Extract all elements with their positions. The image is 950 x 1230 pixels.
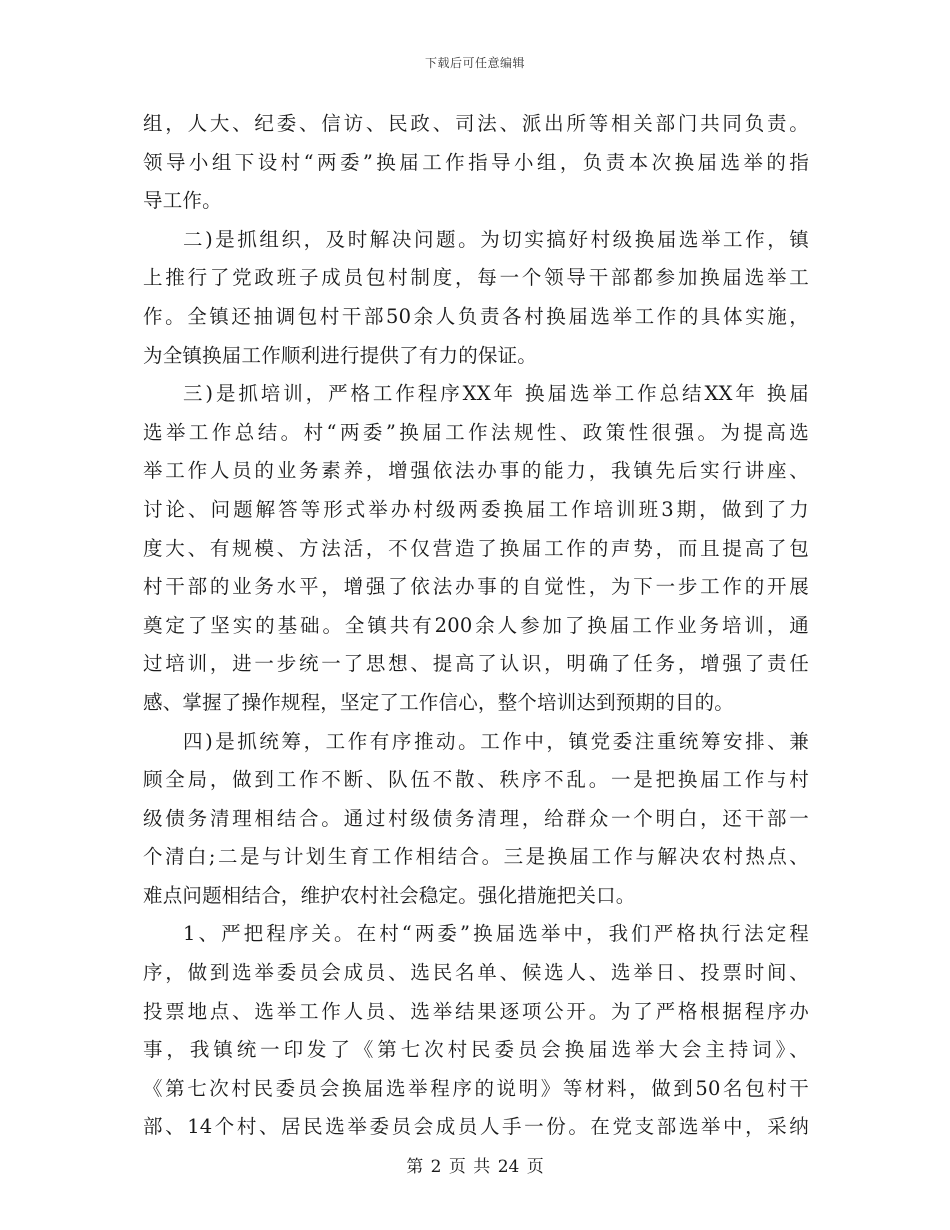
body-line: 部、14个村、居民选举委员会成员人手一份。在党支部选举中，采纳 [143, 1115, 809, 1139]
body-line: 讨论、问题解答等形式举办村级两委换届工作培训班3期，做到了力 [143, 497, 809, 521]
body-line: 顾全局，做到工作不断、队伍不散、秩序不乱。一是把换届工作与村 [143, 768, 809, 792]
body-line: 个清白;二是与计划生育工作相结合。三是换届工作与解决农村热点、 [143, 845, 809, 869]
body-line: 二)是抓组织，及时解决问题。为切实搞好村级换届选举工作，镇 [183, 227, 809, 251]
body-line: 序，做到选举委员会成员、选民名单、候选人、选举日、投票时间、 [143, 961, 809, 985]
header-note: 下载后可任意编辑 [424, 56, 525, 70]
body-line: 奠定了坚实的基础。全镇共有200余人参加了换届工作业务培训，通 [143, 613, 809, 637]
body-line: 投票地点、选举工作人员、选举结果逐项公开。为了严格根据程序办 [143, 999, 809, 1023]
document-body [143, 105, 809, 1147]
body-line: 选举工作总结。村“两委”换届工作法规性、政策性很强。为提高选 [143, 420, 809, 444]
body-line: 村干部的业务水平，增强了依法办事的自觉性，为下一步工作的开展 [143, 575, 809, 599]
body-line: 度大、有规模、方法活，不仅营造了换届工作的声势，而且提高了包 [143, 536, 809, 560]
body-line: 领导小组下设村“两委”换届工作指导小组，负责本次换届选举的指 [143, 150, 809, 174]
body-line: 上推行了党政班子成员包村制度，每一个领导干部都参加换届选举工 [143, 266, 809, 290]
page-number: 第 2 页 共 24 页 [406, 1157, 544, 1177]
body-line: 事，我镇统一印发了《第七次村民委员会换届选举大会主持词》、 [143, 1038, 809, 1062]
body-line: 作。全镇还抽调包村干部50余人负责各村换届选举工作的具体实施， [143, 304, 809, 328]
body-line: 级债务清理相结合。通过村级债务清理，给群众一个明白，还干部一 [143, 806, 809, 830]
body-line: 过培训，进一步统一了思想、提高了认识，明确了任务，增强了责任 [143, 652, 809, 676]
body-line: 导工作。 [143, 189, 222, 213]
body-line: 难点问题相结合，维护农村社会稳定。强化措施把关口。 [143, 883, 636, 907]
body-line: 《第七次村民委员会换届选举程序的说明》等材料，做到50名包村干 [143, 1076, 809, 1100]
body-line: 组，人大、纪委、信访、民政、司法、派出所等相关部门共同负责。 [143, 112, 809, 135]
body-line: 四)是抓统筹，工作有序推动。工作中，镇党委注重统筹安排、兼 [183, 729, 809, 753]
body-line: 三)是抓培训，严格工作程序XX年 换届选举工作总结XX年 换届 [183, 382, 809, 406]
body-line: 1、严把程序关。在村“两委”换届选举中，我们严格执行法定程 [183, 922, 809, 946]
body-line: 为全镇换届工作顺利进行提供了有力的保证。 [143, 343, 538, 367]
body-line: 感、掌握了操作规程，坚定了工作信心，整个培训达到预期的目的。 [143, 690, 735, 714]
body-line: 举工作人员的业务素养，增强依法办事的能力，我镇先后实行讲座、 [143, 459, 809, 483]
